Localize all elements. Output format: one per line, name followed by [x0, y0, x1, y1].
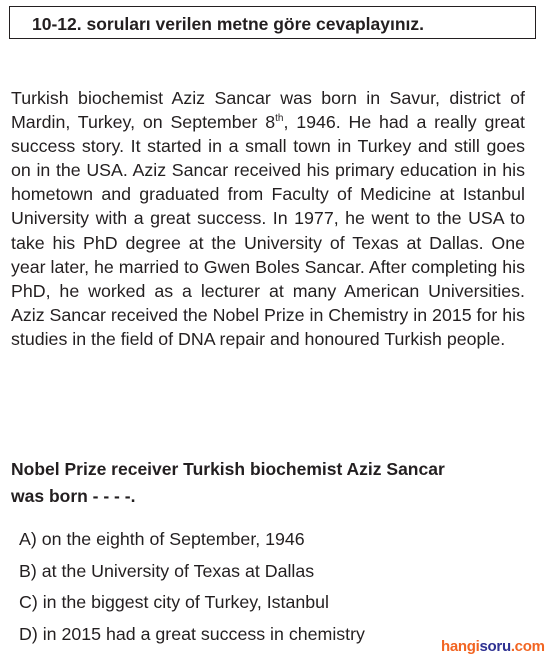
section-instruction: 10-12. soruları verilen metne göre cevaplayınız.	[32, 14, 424, 34]
watermark-part-2: soru	[479, 638, 511, 655]
option-c[interactable]: C) in the biggest city of Turkey, Istanbul	[19, 592, 329, 612]
ordinal-suffix: th	[275, 113, 284, 125]
passage-text-part-1: Turkish biochemist Aziz Sancar was born in Savur, district of Mardin, Turkey, on September 8	[11, 88, 525, 133]
reading-passage	[11, 86, 525, 351]
option-d[interactable]: D) in 2015 had a great success in chemistry	[19, 623, 365, 644]
section-header-box	[9, 6, 536, 39]
option-b[interactable]: B) at the University of Texas at Dallas	[19, 560, 315, 581]
answer-options	[19, 524, 365, 650]
question-stem: Nobel Prize receiver Turkish biochemist Aziz Sancar was born - - - -.	[11, 459, 445, 506]
watermark-part-1: hangi	[441, 638, 480, 655]
site-watermark	[441, 638, 545, 655]
passage-text-part-2: , 1946. He had a really great success story. It started in a small town in Turkey and still goes on in the USA. Aziz Sancar received his primary education in his hometown and graduated from Faculty of Medicine at Istanbul University with a great success. In 1977, he went to the USA to take his PhD degree at the University of Texas at Dallas. One year later, he married to Gwen Boles Sancar. After completing his PhD, he worked as a lecturer at many American Universities. Aziz Sancar received the Nobel Prize in Chemistry in 2015 for his studies in the field of DNA repair and honoured Turkish people.	[11, 112, 525, 349]
watermark-part-3: .com	[510, 638, 545, 655]
option-a[interactable]: A) on the eighth of September, 1946	[19, 529, 305, 549]
